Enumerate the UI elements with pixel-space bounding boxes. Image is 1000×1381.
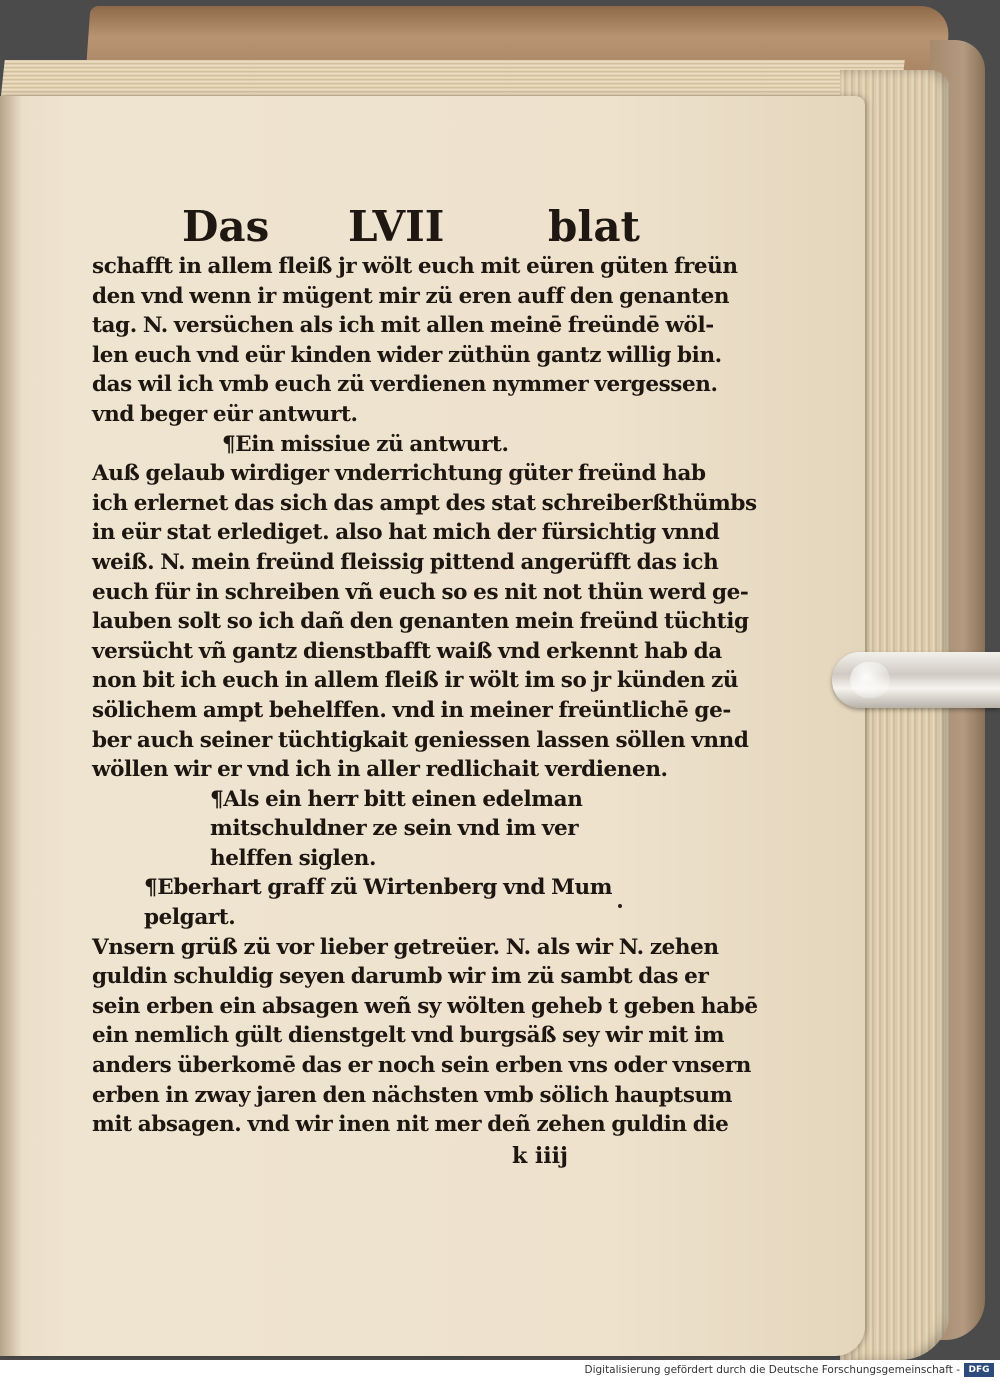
signature-mark: k iiij [512,1143,568,1169]
clasp-highlight [850,662,890,698]
text-line: das wil ich vmb euch zü verdienen nymmer vergessen. [92,372,718,398]
text-line: len euch vnd eür kinden wider züthün gantz willig bin. [92,342,722,368]
text-line: guldin schuldig seyen darumb wir im zü sambt das er [92,964,709,990]
dfg-logo: DFG [964,1363,994,1377]
text-line: ich erlernet das sich das ampt des stat schreiberßthümbs [92,490,757,516]
running-head-right: blat [548,202,640,251]
text-line: schafft in allem fleiß jr wölt euch mit eüren güten freün [92,254,738,279]
text-line: Vnsern grüß zü vor lieber getreüer. N. als wir N. zehen [92,934,719,960]
text-line: den vnd wenn ir mügent mir zü eren auff den genanten [92,283,730,309]
text-line: lauben solt so ich dañ den genanten mein freünd tüchtig [92,609,749,635]
text-line: versücht vñ gantz dienstbafft waiß vnd erkennt hab da [92,638,722,664]
text-line: in eür stat erlediget. also hat mich der fürsichtig vnnd [92,520,720,546]
text-line: weiß. N. mein freünd fleissig pittend angerüfft das ich [92,549,719,575]
text-line: mit absagen. vnd wir inen nit mer deñ zehen guldin die [92,1112,729,1138]
section-heading: mitschuldner ze sein vnd im ver [210,816,579,842]
text-line: sölichem ampt behelffen. vnd in meiner freüntlichē ge- [92,697,731,723]
running-head-left: Das [182,202,270,251]
text-line: vnd beger eür antwurt. [92,401,358,427]
section-heading: pelgart. [144,905,236,931]
text-line: Auß gelaub wirdiger vnderrichtung güter freünd hab [92,461,706,487]
text-line: sein erben ein absagen weñ sy wölten geheb t geben habē [92,993,758,1019]
section-heading: ¶Ein missiue zü antwurt. [222,431,509,457]
text-line: non bit ich euch in allem fleiß ir wölt im so jr künden zü [92,668,739,694]
section-heading: ¶Als ein herr bitt einen edelman [210,786,583,812]
section-heading: helffen siglen. [210,845,377,871]
text-line: ber auch seiner tüchtigkait geniessen lassen söllen vnnd [92,727,749,753]
ink-speck [618,904,622,908]
text-line: wöllen wir er vnd ich in aller redlichait verdienen. [92,757,668,783]
funding-credit: Digitalisierung gefördert durch die Deutsche Forschungsgemeinschaft - [584,1364,960,1376]
folio-number: LVII [348,202,445,251]
text-block [92,252,758,1140]
text-line: euch für in schreiben vñ euch so es nit not thün werd ge- [92,579,749,605]
text-line: tag. N. versüchen als ich mit allen meinē freündē wöl- [92,313,714,339]
footer-bar [0,1360,1000,1381]
text-line: erben in zway jaren den nächsten vmb sölich hauptsum [92,1082,733,1108]
text-line: anders überkomē das er noch sein erben vns oder vnsern [92,1053,751,1079]
text-line: ein nemlich gült dienstgelt vnd burgsäß sey wir mit im [92,1023,725,1049]
section-heading: ¶Eberhart graff zü Wirtenberg vnd Mum [144,875,613,901]
